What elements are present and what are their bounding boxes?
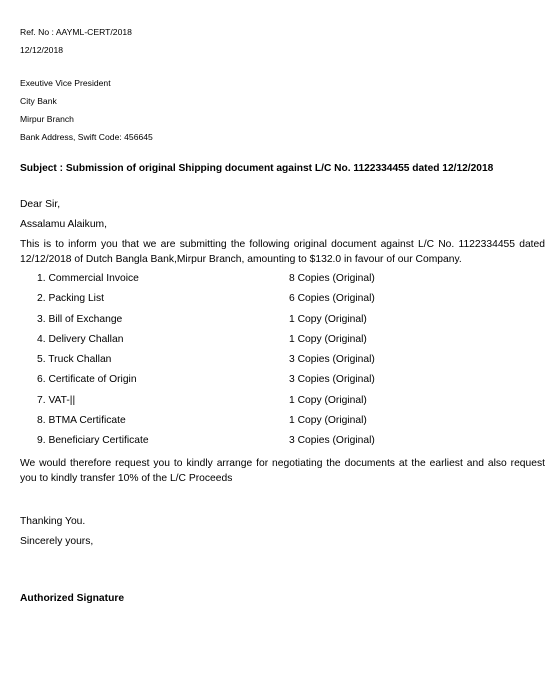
list-item (37, 332, 457, 352)
reference-number: Ref. No : AAYML-CERT/2018 (20, 27, 132, 37)
document-name: 1. Commercial Invoice (37, 273, 139, 284)
recipient-branch: Mirpur Branch (20, 114, 74, 124)
letter-date: 12/12/2018 (20, 45, 64, 55)
document-name: 3. Bill of Exchange (37, 313, 123, 325)
recipient-title: Exeutive Vice President (20, 78, 111, 88)
document-name: 6. Certificate of Origin (37, 374, 137, 386)
list-item (37, 352, 457, 372)
list-item (37, 413, 457, 433)
recipient-bank: City Bank (20, 96, 57, 106)
closing-signoff: Sincerely yours, (20, 536, 94, 547)
recipient-address: Bank Address, Swift Code: 456645 (20, 132, 153, 142)
document-copies: 3 Copies (Original) (289, 435, 375, 447)
list-item (37, 372, 457, 392)
document-copies: 6 Copies (Original) (289, 293, 375, 305)
document-name: 2. Packing List (37, 293, 104, 305)
document-copies: 1 Copy (Original) (289, 313, 367, 325)
document-copies: 3 Copies (Original) (289, 374, 375, 386)
list-item (37, 312, 457, 332)
document-copies: 8 Copies (Original) (289, 273, 375, 284)
list-item (37, 433, 457, 453)
request-paragraph: We would therefore request you to kindly arrange for negotiating the documents at the earliest and also request you to kindly transfer 10% of the L/C Proceeds (20, 458, 545, 484)
document-copies: 1 Copy (Original) (289, 394, 367, 406)
list-item (37, 393, 457, 413)
salutation: Dear Sir, (20, 199, 61, 210)
document-copies: 1 Copy (Original) (289, 333, 367, 345)
document-name: 8. BTMA Certificate (37, 415, 126, 427)
document-name: 7. VAT-|| (37, 394, 76, 406)
authorized-signature: Authorized Signature (20, 593, 125, 604)
document-copies: 1 Copy (Original) (289, 415, 367, 427)
document-name: 9. Beneficiary Certificate (37, 435, 149, 447)
list-item (37, 291, 457, 311)
intro-paragraph: This is to inform you that we are submitting the following original document against L/C No. 1122334455 dated 12/12/2018 of Dutch Bangla Bank,Mirpur Branch, amounting to $132.0 in favour of our Company. (20, 239, 545, 265)
document-name: 4. Delivery Challan (37, 333, 124, 345)
greeting: Assalamu Alaikum, (20, 219, 107, 230)
list-item (37, 271, 457, 291)
document-name: 5. Truck Challan (37, 354, 112, 366)
letter-subject: Subject : Submission of original Shipping document against L/C No. 1122334455 dated 12/12/2018 (20, 163, 494, 174)
document-list (37, 271, 457, 454)
closing-thanks: Thanking You. (20, 516, 86, 527)
document-copies: 3 Copies (Original) (289, 354, 375, 366)
